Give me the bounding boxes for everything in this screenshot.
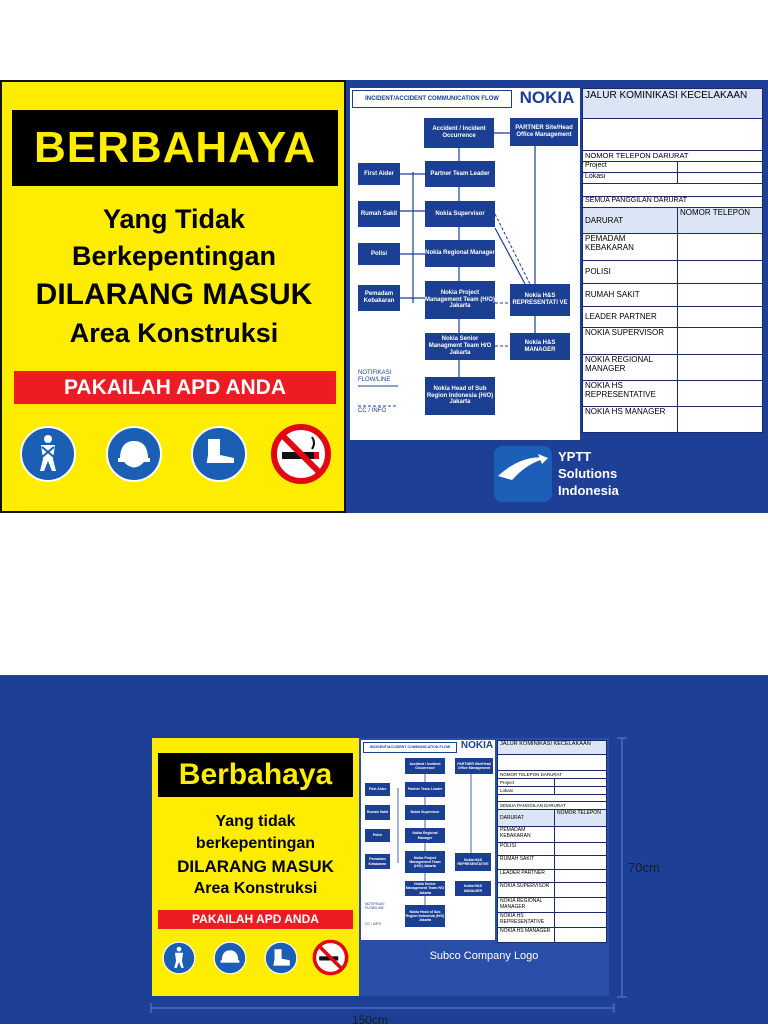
bottom-table-phone-header: NOMOR TELEPON DARURAT	[498, 771, 607, 779]
top-table-phone-header: NOMOR TELEPON DARURAT	[583, 151, 763, 162]
bottom-flow-panel	[361, 740, 495, 940]
top-table-lokasi: Lokasi	[583, 173, 678, 184]
bottom-line-4: Area Konstruksi	[193, 880, 318, 897]
top-node-nokia-regional: Nokia Regional Manager	[425, 240, 495, 267]
top-sign	[0, 80, 768, 513]
no-smoking-icon	[270, 423, 332, 485]
bottom-node-nokia-senior: Nokia Senior Management Team H/O Jakarta	[405, 882, 445, 895]
bottom-table-row: PEMADAM KEBAKARAN	[498, 827, 555, 843]
top-node-hs-manager: Nokia H&S MANAGER	[510, 333, 570, 360]
bottom-legend-solid: NOTIFIKASI FLOW/LINE	[365, 902, 385, 910]
top-table-row: NOKIA HS MANAGER	[583, 407, 678, 433]
top-node-nokia-project: Nokia Project Management Team (H/O) Jakarta	[425, 281, 495, 319]
bottom-node-polisi: Polisi	[365, 829, 390, 842]
bottom-node-nokia-project: Nokia Project Management Team (H/O) Jakarta	[405, 851, 445, 873]
top-table-col-nomor: NOMOR TELEPON	[678, 208, 763, 234]
top-table-project: Project	[583, 162, 678, 173]
top-emergency-table	[582, 88, 763, 433]
top-node-nokia-supervisor: Nokia Supervisor	[425, 201, 495, 227]
bottom-table-title: JALUR KOMINIKASI KECELAKAAN	[498, 741, 607, 755]
bottom-table-row: NOKIA HS MANAGER	[498, 928, 555, 943]
top-line-3: DILARANG MASUK	[35, 278, 313, 311]
width-dimension-line	[148, 1003, 618, 1013]
bottom-node-rumah-sakit: Rumah Sakit	[365, 805, 390, 820]
top-table-row: POLISI	[583, 261, 678, 284]
bottom-node-partner: PARTNER Site/Head Office Management	[455, 758, 493, 774]
top-table-blank	[583, 119, 763, 151]
top-node-hs-rep: Nokia H&S REPRESENTATI VE	[510, 284, 570, 316]
top-line-4: Area Konstruksi	[69, 318, 279, 348]
bottom-table-row: NOKIA REGIONAL MANAGER	[498, 898, 555, 913]
bottom-table-spacer	[498, 795, 607, 802]
bottom-node-head-sub-region: Nokia Head of Sub Region Indonesia (H/O) Jakarta	[405, 905, 445, 927]
safety-harness-icon	[19, 425, 77, 483]
bottom-node-nokia-regional: Nokia Regional Manager	[405, 828, 445, 843]
top-table-col-darurat: DARURAT	[583, 208, 678, 234]
safety-boot-icon	[264, 941, 298, 975]
bottom-node-hs-rep: Nokia H&S REPRESENTATIVE	[455, 853, 491, 871]
bottom-mockup	[0, 675, 768, 1027]
bottom-node-hs-manager: Nokia H&S MANAGER	[455, 881, 491, 896]
width-label: 150cm	[352, 1013, 389, 1027]
bottom-table-row: NOKIA HS REPRESENTATIVE	[498, 913, 555, 928]
bottom-line-3: DILARANG MASUK	[177, 857, 334, 876]
safety-harness-icon	[162, 941, 196, 975]
bottom-emergency-table	[497, 740, 607, 943]
bottom-node-pemadam: Pemadam Kebakaran	[365, 854, 390, 869]
bottom-table-lokasi: Lokasi	[498, 787, 555, 795]
top-table-semua: SEMUA PANGGILAN DARURAT	[583, 197, 763, 208]
company-name-3: Indonesia	[558, 483, 619, 498]
bottom-node-first-aider: First Aider	[365, 783, 390, 796]
yptt-logo-icon	[494, 446, 552, 502]
bottom-table-project: Project	[498, 779, 555, 787]
top-table-title: JALUR KOMINIKASI KECELAKAAN	[583, 89, 763, 119]
top-table-row: PEMADAM KEBAKARAN	[583, 234, 678, 261]
bottom-legend-dashed: CC / INFO	[365, 922, 382, 926]
top-node-partner-team-leader: Partner Team Leader	[425, 161, 495, 187]
bottom-yellow-panel	[152, 738, 359, 996]
top-legend-solid: NOTIFIKASI FLOW/LINE	[358, 370, 392, 383]
bottom-node-nokia-supervisor: Nokia Supervisor	[405, 805, 445, 820]
company-name-2: Solutions	[558, 466, 618, 481]
no-smoking-icon	[312, 939, 349, 976]
bottom-table-col-darurat: DARURAT	[498, 810, 555, 827]
height-label: 70cm	[628, 860, 660, 875]
bottom-line-1: Yang tidak	[215, 813, 296, 830]
bottom-line-2: berkepentingan	[195, 835, 316, 852]
bottom-table-row: LEADER PARTNER	[498, 870, 555, 883]
top-node-nokia-senior: Nokia Senior Managment Team H/O Jakarta	[425, 333, 495, 360]
bottom-table-blank	[498, 755, 607, 771]
bottom-flow-header: INCIDENT/ACCIDENT COMMUNICATION FLOW	[363, 742, 457, 753]
top-flow-header: INCIDENT/ACCIDENT COMMUNICATION FLOW	[352, 90, 512, 108]
bottom-table-row: RUMAH SAKIT	[498, 856, 555, 870]
bottom-table-row: NOKIA SUPERVISOR	[498, 883, 555, 898]
helmet-icon	[213, 941, 247, 975]
bottom-node-accident: Accident / Incident Occurrence	[405, 758, 445, 774]
bottom-table-col-nomor: NOMOR TELEPON	[555, 810, 607, 827]
top-node-polisi: Polisi	[358, 243, 400, 265]
bottom-red-bar: PAKAILAH APD ANDA	[158, 910, 353, 929]
top-red-bar: PAKAILAH APD ANDA	[14, 371, 336, 404]
top-table-row: NOKIA HS REPRESENTATIVE	[583, 381, 678, 407]
bottom-table-semua: SEMUA PANGGILAN DARURAT	[498, 802, 607, 810]
top-nokia-logo: NOKIA	[519, 88, 575, 107]
top-table-spacer	[583, 184, 763, 197]
bottom-banner: Berbahaya	[158, 753, 353, 797]
helmet-icon	[105, 425, 163, 483]
top-node-pemadam: Pemadam Kebakaran	[358, 285, 400, 311]
top-table-row: LEADER PARTNER	[583, 307, 678, 328]
bottom-node-partner-team-leader: Partner Team Leader	[405, 782, 445, 797]
top-line-2: Berkepentingan	[71, 241, 277, 271]
top-table-row: RUMAH SAKIT	[583, 284, 678, 307]
top-table-row: NOKIA REGIONAL MANAGER	[583, 355, 678, 381]
top-navy-panel	[346, 80, 768, 513]
top-line-1: Yang Tidak	[102, 204, 246, 234]
safety-boot-icon	[190, 425, 248, 483]
top-legend-dashed: CC / INFO	[358, 408, 386, 414]
top-node-first-aider: First Aider	[358, 163, 400, 185]
subco-company-logo: Subco Company Logo	[429, 950, 539, 962]
top-node-partner: PARTNER Site/Head Office Management	[510, 118, 578, 146]
bottom-nokia-logo: NOKIA	[460, 740, 494, 751]
top-banner: BERBAHAYA	[12, 110, 338, 186]
top-table-row: NOKIA SUPERVISOR	[583, 328, 678, 355]
top-flow-panel	[350, 88, 580, 440]
bottom-table-row: POLISI	[498, 843, 555, 856]
top-node-accident: Accident / Incident Occurrence	[424, 118, 494, 148]
top-node-head-sub-region: Nokia Head of Sub Region Indonesia (H/O) Jakarta	[425, 377, 495, 415]
company-name-1: YPTT	[558, 449, 592, 464]
top-yellow-panel	[0, 80, 346, 513]
bottom-navy-panel	[359, 738, 609, 996]
top-node-rumah-sakit: Rumah Sakit	[358, 201, 400, 227]
